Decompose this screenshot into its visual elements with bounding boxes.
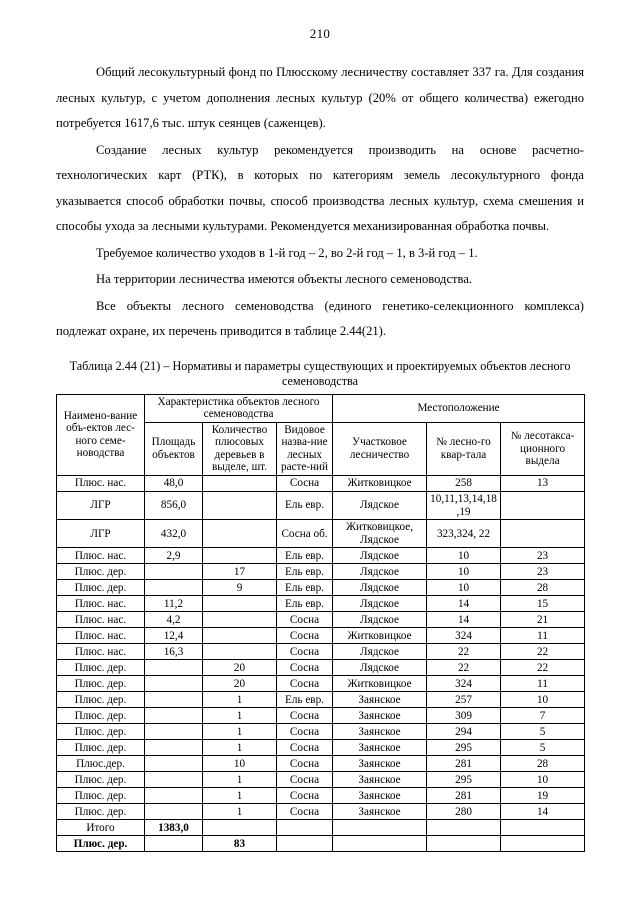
cell-area: 16,3	[145, 644, 203, 660]
cell-species: Ель евр.	[277, 492, 333, 520]
cell-object-name: Итого	[57, 820, 145, 836]
cell-tree-count: 20	[203, 660, 277, 676]
cell-area: 432,0	[145, 520, 203, 548]
th-group-location: Местоположение	[333, 394, 585, 422]
table-row	[57, 596, 585, 612]
table-row	[57, 724, 585, 740]
table-row	[57, 628, 585, 644]
cell-object-name: Плюс. дер.	[57, 676, 145, 692]
th-parcel: № лесотакса-ционного выдела	[501, 422, 585, 475]
cell-tree-count	[203, 492, 277, 520]
cell-parcel: 28	[501, 756, 585, 772]
cell-object-name: Плюс.дер.	[57, 756, 145, 772]
cell-parcel: 13	[501, 476, 585, 492]
cell-object-name: Плюс. нас.	[57, 628, 145, 644]
cell-area	[145, 756, 203, 772]
cell-area: 2,9	[145, 548, 203, 564]
cell-tree-count	[203, 612, 277, 628]
cell-tree-count	[203, 644, 277, 660]
cell-quarter: 309	[427, 708, 501, 724]
cell-quarter: 281	[427, 756, 501, 772]
cell-quarter: 10	[427, 548, 501, 564]
paragraph-4: На территории лесничества имеются объекты лесного семеноводства.	[96, 272, 473, 286]
cell-parcel	[501, 820, 585, 836]
cell-forestry: Лядское	[333, 596, 427, 612]
cell-object-name: Плюс. дер.	[57, 788, 145, 804]
cell-parcel: 11	[501, 628, 585, 644]
cell-object-name: Плюс. дер.	[57, 772, 145, 788]
cell-tree-count	[203, 548, 277, 564]
cell-species	[277, 820, 333, 836]
cell-forestry: Заянское	[333, 756, 427, 772]
table-row	[57, 492, 585, 520]
cell-parcel: 11	[501, 676, 585, 692]
cell-object-name: Плюс. дер.	[57, 740, 145, 756]
cell-forestry: Заянское	[333, 788, 427, 804]
table-row	[57, 564, 585, 580]
cell-parcel: 19	[501, 788, 585, 804]
cell-forestry: Житковицкое	[333, 628, 427, 644]
cell-species: Сосна	[277, 756, 333, 772]
cell-tree-count: 10	[203, 756, 277, 772]
cell-area	[145, 676, 203, 692]
cell-quarter: 22	[427, 644, 501, 660]
cell-species: Ель евр.	[277, 548, 333, 564]
cell-object-name: Плюс. нас.	[57, 548, 145, 564]
cell-tree-count: 1	[203, 724, 277, 740]
cell-forestry: Заянское	[333, 804, 427, 820]
cell-tree-count: 9	[203, 580, 277, 596]
cell-forestry: Лядское	[333, 644, 427, 660]
cell-species: Сосна	[277, 476, 333, 492]
table-row	[57, 660, 585, 676]
cell-area	[145, 772, 203, 788]
cell-forestry	[333, 836, 427, 852]
cell-parcel: 22	[501, 660, 585, 676]
cell-parcel	[501, 520, 585, 548]
cell-species: Сосна	[277, 740, 333, 756]
cell-forestry: Лядское	[333, 548, 427, 564]
cell-species: Сосна	[277, 628, 333, 644]
cell-quarter: 22	[427, 660, 501, 676]
cell-species: Сосна	[277, 724, 333, 740]
cell-area	[145, 836, 203, 852]
table-row	[57, 836, 585, 852]
cell-quarter: 10	[427, 564, 501, 580]
cell-tree-count	[203, 596, 277, 612]
cell-species: Сосна	[277, 804, 333, 820]
cell-parcel: 10	[501, 692, 585, 708]
paragraph-1: Общий лесокультурный фонд по Плюсскому лесничеству составляет 337 га. Для создания лесных культур, с учетом дополнения лесных культур (20% от общего количества) ежегодно потребуется 1617,6 тыс. штук сеянцев (саженцев).	[56, 65, 584, 130]
cell-quarter	[427, 820, 501, 836]
cell-quarter: 324	[427, 628, 501, 644]
cell-quarter: 10	[427, 580, 501, 596]
cell-forestry	[333, 820, 427, 836]
cell-species: Сосна	[277, 676, 333, 692]
table-row	[57, 612, 585, 628]
table-row	[57, 788, 585, 804]
th-area: Площадь объектов	[145, 422, 203, 475]
cell-quarter: 323,324, 22	[427, 520, 501, 548]
cell-quarter: 14	[427, 596, 501, 612]
cell-area	[145, 660, 203, 676]
cell-quarter	[427, 836, 501, 852]
cell-area: 48,0	[145, 476, 203, 492]
th-quarter: № лесно-го квар-тала	[427, 422, 501, 475]
cell-area: 856,0	[145, 492, 203, 520]
cell-forestry: Житковицкое	[333, 676, 427, 692]
cell-tree-count: 1	[203, 804, 277, 820]
cell-forestry: Лядское	[333, 612, 427, 628]
cell-area	[145, 564, 203, 580]
cell-object-name: Плюс. нас.	[57, 612, 145, 628]
th-tree-count: Количество плюсовых деревьев в выделе, шт.	[203, 422, 277, 475]
cell-parcel: 28	[501, 580, 585, 596]
cell-species: Ель евр.	[277, 564, 333, 580]
cell-parcel: 5	[501, 740, 585, 756]
cell-object-name: Плюс. нас.	[57, 596, 145, 612]
cell-species	[277, 836, 333, 852]
cell-tree-count: 1	[203, 788, 277, 804]
table-row	[57, 644, 585, 660]
cell-parcel: 10	[501, 772, 585, 788]
cell-tree-count	[203, 520, 277, 548]
table-row	[57, 476, 585, 492]
cell-species: Сосна	[277, 660, 333, 676]
table-row	[57, 520, 585, 548]
cell-tree-count	[203, 628, 277, 644]
cell-forestry: Заянское	[333, 740, 427, 756]
cell-tree-count	[203, 476, 277, 492]
table-row	[57, 692, 585, 708]
cell-forestry: Заянское	[333, 772, 427, 788]
table-row	[57, 580, 585, 596]
table-row	[57, 820, 585, 836]
cell-quarter: 295	[427, 772, 501, 788]
table-row	[57, 772, 585, 788]
table-caption: Таблица 2.44 (21) – Нормативы и параметры существующих и проектируемых объектов лесного семеноводства	[69, 358, 571, 388]
cell-object-name: Плюс. нас.	[57, 476, 145, 492]
cell-tree-count: 1	[203, 708, 277, 724]
cell-species: Сосна	[277, 644, 333, 660]
table-row	[57, 548, 585, 564]
cell-object-name: Плюс. дер.	[57, 804, 145, 820]
cell-forestry: Лядское	[333, 660, 427, 676]
cell-species: Сосна	[277, 772, 333, 788]
cell-tree-count: 20	[203, 676, 277, 692]
cell-tree-count: 1	[203, 740, 277, 756]
cell-object-name: Плюс. нас.	[57, 644, 145, 660]
cell-area	[145, 708, 203, 724]
paragraph-2: Создание лесных культур рекомендуется производить на основе расчетно-технологических карт (РТК), в которых по категориям земель лесокультурного фонда указывается способ обработки почвы, способ производства лесных культур, схема смешения и способы ухода за лесными культурами. Рекомендуется механизированная обработка почвы.	[56, 142, 584, 233]
cell-object-name: Плюс. дер.	[57, 580, 145, 596]
cell-object-name: Плюс. дер.	[57, 724, 145, 740]
cell-parcel: 23	[501, 548, 585, 564]
cell-forestry: Житковицкое, Лядское	[333, 520, 427, 548]
paragraph-5: Все объекты лесного семеноводства (единого генетико-селекционного комплекса) подлежат охране, их перечень приводится в таблице 2.44(21).	[56, 298, 584, 338]
cell-tree-count: 1	[203, 692, 277, 708]
cell-forestry: Заянское	[333, 724, 427, 740]
th-object-name: Наимено-вание объ-ектов лес-ного семе-новодства	[57, 394, 145, 476]
cell-quarter: 295	[427, 740, 501, 756]
cell-quarter: 281	[427, 788, 501, 804]
cell-forestry: Лядское	[333, 564, 427, 580]
cell-tree-count	[203, 820, 277, 836]
cell-species: Ель евр.	[277, 580, 333, 596]
cell-quarter: 10,11,13,14,18,19	[427, 492, 501, 520]
cell-area: 11,2	[145, 596, 203, 612]
cell-area	[145, 724, 203, 740]
th-forestry: Участковое лесничество	[333, 422, 427, 475]
cell-parcel: 5	[501, 724, 585, 740]
cell-area	[145, 788, 203, 804]
cell-species: Сосна об.	[277, 520, 333, 548]
cell-area	[145, 580, 203, 596]
table-header-row-groups	[57, 394, 585, 422]
table-row	[57, 756, 585, 772]
cell-area	[145, 804, 203, 820]
cell-forestry: Заянское	[333, 708, 427, 724]
cell-species: Сосна	[277, 788, 333, 804]
cell-area: 12,4	[145, 628, 203, 644]
cell-parcel: 15	[501, 596, 585, 612]
table-header	[57, 394, 585, 476]
table-row	[57, 708, 585, 724]
cell-object-name: Плюс. дер.	[57, 708, 145, 724]
cell-parcel: 14	[501, 804, 585, 820]
paragraph-3: Требуемое количество уходов в 1-й год – 2, во 2-й год – 1, в 3-й год – 1.	[96, 245, 478, 260]
th-species: Видовое назва-ние лесных расте-ний	[277, 422, 333, 475]
cell-species: Сосна	[277, 708, 333, 724]
cell-object-name: Плюс. дер.	[57, 660, 145, 676]
cell-parcel	[501, 836, 585, 852]
cell-object-name: Плюс. дер.	[57, 564, 145, 580]
cell-object-name: Плюс. дер.	[57, 836, 145, 852]
cell-object-name: ЛГР	[57, 492, 145, 520]
table-row	[57, 676, 585, 692]
page-number: 210	[309, 26, 331, 41]
cell-tree-count: 17	[203, 564, 277, 580]
cell-quarter: 257	[427, 692, 501, 708]
table-row	[57, 740, 585, 756]
cell-species: Ель евр.	[277, 692, 333, 708]
seed-objects-table	[56, 394, 585, 853]
cell-parcel: 7	[501, 708, 585, 724]
cell-forestry: Житковицкое	[333, 476, 427, 492]
cell-parcel: 22	[501, 644, 585, 660]
cell-parcel: 23	[501, 564, 585, 580]
cell-forestry: Лядское	[333, 492, 427, 520]
cell-species: Ель евр.	[277, 596, 333, 612]
cell-quarter: 294	[427, 724, 501, 740]
cell-tree-count: 83	[203, 836, 277, 852]
cell-area: 4,2	[145, 612, 203, 628]
cell-area: 1383,0	[145, 820, 203, 836]
table-row	[57, 804, 585, 820]
cell-forestry: Лядское	[333, 580, 427, 596]
cell-parcel	[501, 492, 585, 520]
cell-parcel: 21	[501, 612, 585, 628]
cell-forestry: Заянское	[333, 692, 427, 708]
cell-area	[145, 740, 203, 756]
cell-tree-count: 1	[203, 772, 277, 788]
cell-quarter: 14	[427, 612, 501, 628]
cell-quarter: 324	[427, 676, 501, 692]
cell-object-name: Плюс. дер.	[57, 692, 145, 708]
th-group-characteristic: Характеристика объектов лесного семеноводства	[145, 394, 333, 422]
cell-species: Сосна	[277, 612, 333, 628]
cell-area	[145, 692, 203, 708]
table-body	[57, 476, 585, 852]
cell-quarter: 258	[427, 476, 501, 492]
cell-object-name: ЛГР	[57, 520, 145, 548]
cell-quarter: 280	[427, 804, 501, 820]
